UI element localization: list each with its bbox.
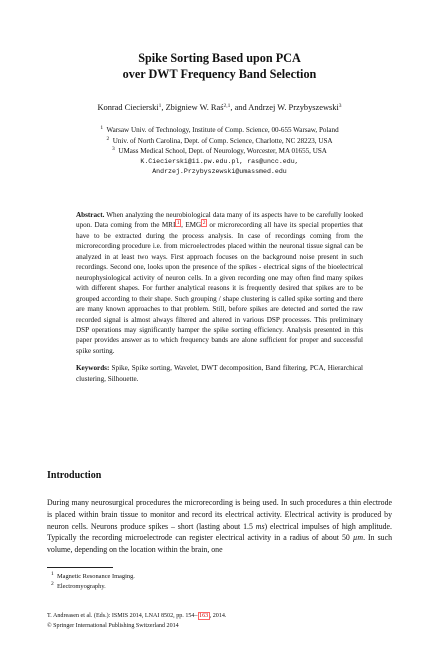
section-heading: Introduction [47,470,102,481]
footnote [47,572,392,582]
footnote-text: Electromyography. [56,582,106,590]
author-list [0,102,439,113]
affiliation [40,125,399,136]
author-name: Andrzej W. Przybyszewski [248,103,339,112]
footnote [47,582,392,592]
citation-line [47,612,392,622]
author-separator: , [161,103,166,112]
copyright-line: © Springer International Publishing Switzerland 2014 [47,622,179,629]
title-line-2: over DWT Frequency Band Selection [122,67,317,81]
affiliation-number: 2 [106,135,110,142]
affiliation [40,136,399,147]
unit: ms [255,521,265,531]
unit: µm [352,533,364,543]
author-emails-line-1[interactable]: K.Ciecierski@ii.pw.edu.pl, ras@uncc.edu, [140,157,299,165]
publication-info [47,612,392,631]
footnotes [47,567,392,592]
keywords-text: Spike, Spike sorting, Wavelet, DWT decomposition, Band filtering, PCA, Hierarchical clustering, Silhouette. [76,364,363,383]
footnote-number: 2 [51,580,54,587]
introduction-text [47,497,392,556]
paper-title [0,50,439,82]
keywords-label: Keywords: [76,364,110,373]
abstract-label: Abstract. [76,211,105,219]
author-name: Konrad Ciecierski [97,103,159,112]
footnote-number: 1 [51,571,54,577]
abstract-text: When analyzing the neurobiological data many of its aspects have to be carefully looked upon. Data coming from the MRI [76,211,363,230]
footnote-ref-link[interactable]: 2 [202,220,206,227]
affiliation [40,146,399,157]
footnote-ref-link[interactable]: 1 [176,220,180,227]
author-emails-line-2[interactable]: Andrzej.Przybyszewski@umassmed.edu [152,168,287,175]
title-line-1: Spike Sorting Based upon PCA [138,51,301,65]
author-affiliation-mark: 3 [338,103,342,109]
affiliation-number: 1 [100,125,104,131]
affiliation-text: UMass Medical School, Dept. of Neurology, Worcester, MA 01655, USA [118,147,327,155]
abstract-text: , EMG [181,221,202,230]
affiliation-text: Univ. of North Carolina, Dept. of Comp. Science, Charlotte, NC 28223, USA [112,136,333,145]
abstract [76,210,363,384]
author-separator: , and [230,103,249,112]
author-name: Zbigniew W. Raś [165,103,224,112]
footnote-text: Magnetic Resonance Imaging. [56,573,135,580]
body-text: . In such volume, depending on the location within the brain, one [47,533,393,555]
citation-text: , 2014. [209,613,227,619]
affiliations [40,125,399,178]
affiliation-text: Warsaw Univ. of Technology, Institute of Comp. Science, 00-655 Warsaw, Poland [106,126,339,134]
citation-text: T. Andreasen et al. (Eds.): ISMIS 2014, LNAI 8502, pp. 154– [47,613,198,619]
affiliation-number: 3 [112,146,115,152]
keywords [76,363,363,384]
author-affiliation-mark: 1 [158,103,162,109]
author-affiliation-mark: 2,1 [223,103,231,109]
abstract-text: or microrecording all have its special properties that have to be extracted during the process analysis. In case of recordings coming from the microrecording procedure i.e. from microelectrodes placed within the neuronal tissue signal can be analyzed in at least two ways. First approach focuses on the background noise present in such recordings. Second one, looks upon the presence of the spikes - electrical signs of the bioelectrical neurophysiological activity of neuron cells. In a given recording one may often find many spikes with different shapes. For further analytical reasons it is frequently desired that spikes are to be grouped according to their shape. Such grouping / shape clustering is called spike sorting and there are many known approaches to that problem. Still, before spikes are detected and sorted the raw recorded signal is almost always filtered and altered in various DSP processes. This preliminary DSP operations may significantly hamper the spike sorting efficiency. Analysis presented in this paper provides answer as to which frequency bands are alone sufficient for proper and successful spike sorting. [76,221,363,355]
body-text: During many neurosurgical procedures the microrecording is being used. In such procedures a thin electrode is placed within brain tissue to monitor and record its electrical activity. Electrical activity is produced by neuron cells. Neurons produce spikes – short (lasting about 1.5 [47,498,392,531]
body-text: ) electrical impulses of high amplitude. Typically the recording microelectrode can register electrical activity in a radius of about 50 [47,521,392,543]
footnote-rule [47,567,113,568]
page-link[interactable]: 163 [199,613,209,619]
